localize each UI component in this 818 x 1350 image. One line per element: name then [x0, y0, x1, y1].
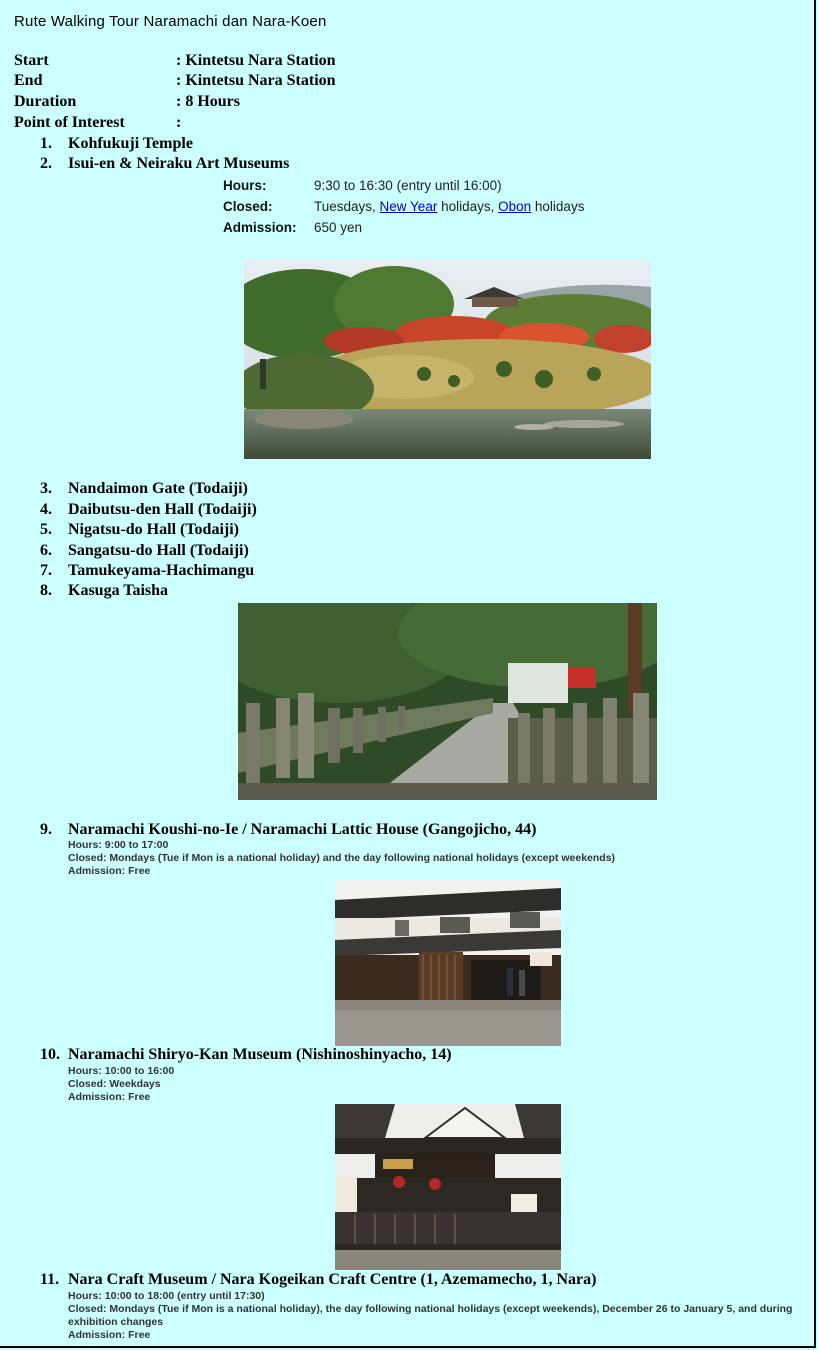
poi-item: [40, 541, 249, 561]
info-key: Start: [14, 52, 49, 69]
poi-item: [40, 520, 239, 540]
poi-number: 2.: [40, 155, 52, 172]
shiryo-hours: Hours: 10:00 to 16:00: [68, 1065, 175, 1077]
closed-label: Closed:: [223, 199, 273, 214]
poi-number: 9.: [40, 821, 52, 838]
closed-text: Tuesdays,: [314, 199, 380, 214]
poi-number: 11.: [40, 1271, 60, 1288]
poi-name: Nigatsu-do Hall (Todaiji): [68, 521, 239, 538]
poi-item: [40, 500, 257, 520]
poi-name: Naramachi Shiryo-Kan Museum (Nishinoshinyacho, 14): [68, 1046, 452, 1063]
info-key: End: [14, 72, 43, 89]
poi-number: 7.: [40, 562, 52, 579]
hours-value: 9:30 to 16:30 (entry until 16:00): [314, 178, 502, 193]
info-value: : Kintetsu Nara Station: [176, 52, 336, 69]
info-value: : Kintetsu Nara Station: [176, 72, 336, 89]
info-value: : 8 Hours: [176, 93, 240, 110]
poi-name: Kohfukuji Temple: [68, 135, 193, 152]
admission-label: Admission:: [223, 220, 297, 235]
poi-name: Isui-en & Neiraku Art Museums: [68, 155, 290, 172]
page-title: Rute Walking Tour Naramachi dan Nara-Koen: [14, 13, 327, 30]
koushi-hours: Hours: 9:00 to 17:00: [68, 839, 169, 851]
koushi-closed: Closed: Mondays (Tue if Mon is a national holiday) and the day following national holidays (except weekends): [68, 852, 616, 864]
kasuga-taisha-photo: [238, 603, 657, 800]
poi-name: Nara Craft Museum / Nara Kogeikan Craft Centre (1, Azemamecho, 1, Nara): [68, 1271, 597, 1288]
poi-name: Kasuga Taisha: [68, 582, 169, 599]
koushi-house-photo: [335, 880, 561, 1046]
poi-item: [40, 581, 168, 601]
poi-item: [40, 154, 289, 174]
info-value: :: [176, 114, 182, 131]
poi-number: 4.: [40, 501, 52, 518]
poi-number: 6.: [40, 542, 52, 559]
poi-item: [40, 1270, 596, 1290]
craft-admission: Admission: Free: [68, 1329, 151, 1341]
poi-name: Nandaimon Gate (Todaiji): [68, 480, 248, 497]
admission-value: 650 yen: [314, 220, 363, 235]
poi-item: [40, 561, 254, 581]
closed-text: holidays,: [437, 199, 499, 214]
poi-number: 1.: [40, 135, 52, 152]
closed-value: [314, 196, 584, 217]
info-key: Point of Interest: [14, 114, 125, 131]
closed-text: holidays: [531, 199, 585, 214]
poi-item: [40, 1045, 452, 1065]
craft-hours: Hours: 10:00 to 18:00 (entry until 17:30): [68, 1290, 265, 1302]
poi-name: Daibutsu-den Hall (Todaiji): [68, 501, 257, 518]
poi-number: 5.: [40, 521, 52, 538]
obon-link[interactable]: Obon: [498, 199, 532, 214]
shiryo-admission: Admission: Free: [68, 1091, 151, 1103]
poi-name: Tamukeyama-Hachimangu: [68, 562, 255, 579]
shiryo-closed: Closed: Weekdays: [68, 1078, 161, 1090]
poi-name: Naramachi Koushi-no-Ie / Naramachi Lattic House (Gangojicho, 44): [68, 821, 537, 838]
shiryo-kan-photo: [335, 1104, 561, 1270]
poi-name: Sangatsu-do Hall (Todaiji): [68, 542, 249, 559]
hours-label: Hours:: [223, 178, 267, 193]
isuien-garden-photo: [244, 259, 651, 459]
poi-number: 8.: [40, 582, 52, 599]
poi-item: [40, 134, 193, 154]
poi-item: [40, 479, 248, 499]
craft-closed: Closed: Mondays (Tue if Mon is a national holiday), the day following national holidays (except weekends), December 26 to January 5, and during exhibition changes: [68, 1303, 793, 1328]
poi-item: [40, 820, 536, 840]
poi-number: 10.: [40, 1046, 60, 1063]
koushi-admission: Admission: Free: [68, 865, 151, 877]
poi-number: 3.: [40, 480, 52, 497]
new-year-link[interactable]: New Year: [379, 199, 438, 214]
info-key: Duration: [14, 93, 77, 110]
